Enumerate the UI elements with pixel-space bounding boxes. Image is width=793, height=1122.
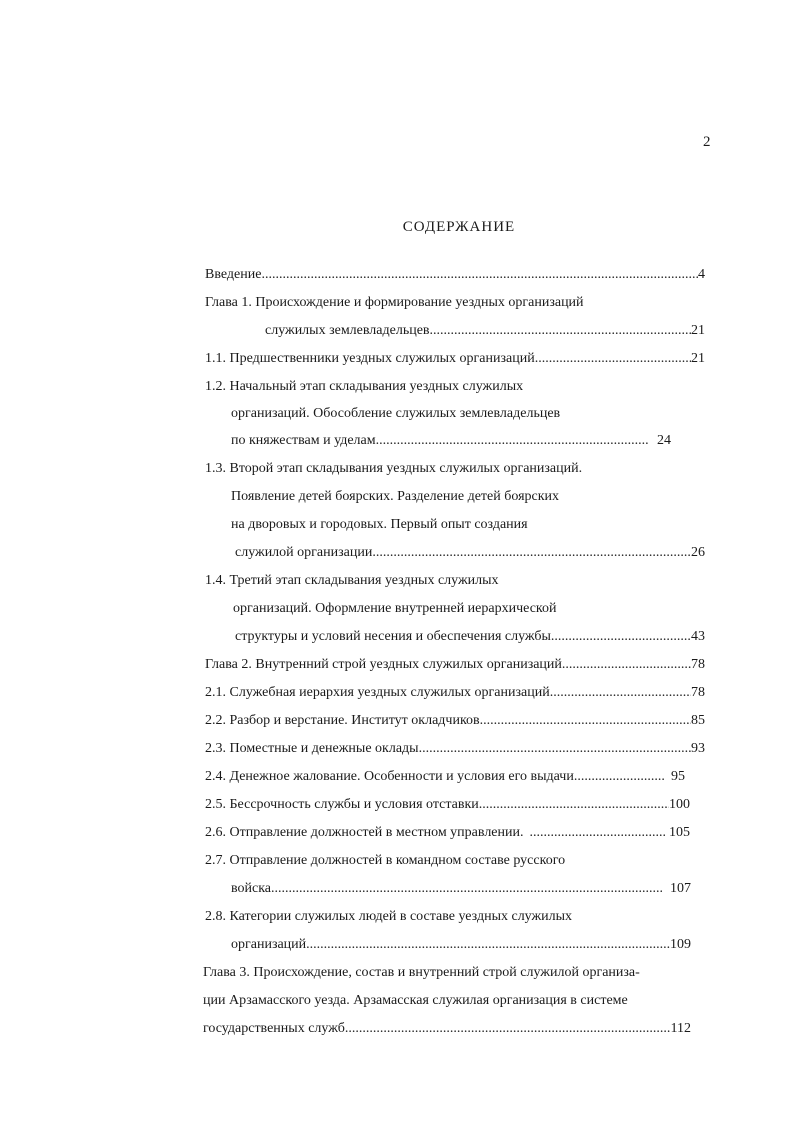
toc-entry-title: Глава 1. Происхождение и формирование уездных организаций: [205, 295, 584, 310]
toc-page-number: 100: [669, 797, 690, 812]
toc-entry-title: 1.4. Третий этап складывания уездных служилых: [205, 573, 499, 588]
dot-leader: [419, 739, 691, 759]
toc-entry-title-continued: ции Арзамасского уезда. Арзамасская служилая организация в системе: [203, 993, 628, 1008]
toc-page-number: 78: [691, 657, 705, 672]
toc-entry-2-7: [205, 851, 705, 899]
toc-entry-title: 2.1. Служебная иерархия уездных служилых организаций: [205, 685, 550, 700]
toc-entry-2-1: [205, 683, 705, 703]
toc-entry-2-5: [205, 795, 705, 815]
toc-page-number: 95: [671, 769, 685, 784]
toc-entry-title: Введение: [205, 267, 262, 282]
toc-page-number: 21: [691, 323, 705, 338]
toc-entry-title-continued: государственных служб: [203, 1021, 345, 1036]
toc-entry-introduction: [205, 265, 705, 285]
dot-leader: [562, 655, 691, 675]
toc-entry-1-2: [205, 377, 705, 451]
toc-page-number: 43: [691, 629, 705, 644]
page-title: СОДЕРЖАНИЕ: [402, 219, 516, 235]
dot-leader: [535, 349, 691, 369]
toc-entry-title: 2.7. Отправление должностей в командном составе русского: [205, 853, 566, 868]
toc-entry-title-continued: войска: [231, 881, 272, 896]
toc-page-number: 107: [670, 881, 691, 896]
toc-entry-title: 2.5. Бессрочность службы и условия отставки: [205, 797, 479, 812]
toc-page-number: 21: [691, 351, 705, 366]
toc-entry-chapter-1: [205, 293, 705, 341]
toc-entry-2-3: [205, 739, 705, 759]
dot-leader: [372, 543, 691, 563]
toc-entry-chapter-2: [205, 655, 705, 675]
toc-entry-title: 2.2. Разбор и верстание. Институт окладчиков: [205, 713, 480, 728]
dot-leader: [550, 683, 691, 703]
toc-page-number: 4: [698, 267, 705, 282]
toc-entry-title-continued: служилой организации: [235, 545, 373, 560]
dot-leader: [480, 711, 691, 731]
toc-entry-title-continued: организаций. Обособление служилых землевладельцев: [231, 406, 561, 421]
page-number: 2: [703, 134, 711, 150]
toc-page-number: 78: [691, 685, 705, 700]
toc-page-number: 24: [657, 433, 671, 448]
table-of-contents: [205, 265, 705, 1039]
dot-leader: [574, 767, 665, 787]
toc-page-number: 85: [691, 713, 705, 728]
toc-entry-title-continued: по княжествам и уделам: [231, 433, 376, 448]
dot-leader: [479, 795, 669, 815]
toc-entry-1-1: [205, 349, 705, 369]
toc-entry-2-2: [205, 711, 705, 731]
toc-entry-title: 2.8. Категории служилых людей в составе уездных служилых: [205, 909, 573, 924]
dot-leader: [261, 265, 698, 285]
toc-page-number: 26: [691, 545, 705, 560]
toc-entry-title-continued: структуры и условий несения и обеспечения службы: [235, 629, 551, 644]
toc-entry-title-continued: организаций: [231, 937, 307, 952]
toc-entry-title: 1.1. Предшественники уездных служилых организаций: [205, 351, 535, 366]
toc-entry-2-4: [205, 767, 705, 787]
toc-entry-title: 2.4. Денежное жалование. Особенности и условия его выдачи: [205, 769, 574, 784]
toc-entry-title: Глава 3. Происхождение, состав и внутренний строй служилой организа-: [203, 965, 640, 980]
toc-entry-chapter-3: [205, 963, 705, 1039]
dot-leader: [551, 627, 691, 647]
toc-entry-1-3: [205, 459, 705, 563]
toc-entry-title: 1.3. Второй этап складывания уездных служилых организаций.: [205, 461, 583, 476]
toc-entry-title: 2.6. Отправление должностей в местном управлении.: [205, 825, 524, 840]
toc-entry-2-6: [205, 823, 705, 843]
toc-page-number: 105: [669, 825, 690, 840]
dot-leader: [376, 431, 649, 451]
toc-entry-title: Глава 2. Внутренний строй уездных служилых организаций: [205, 657, 562, 672]
toc-entry-title-continued: служилых землевладельцев: [265, 323, 430, 338]
toc-page-number: 109: [670, 937, 691, 952]
toc-entry-title: 2.3. Поместные и денежные оклады: [205, 741, 419, 756]
dot-leader: [306, 935, 670, 955]
toc-page-number: 93: [691, 741, 705, 756]
toc-entry-title: 1.2. Начальный этап складывания уездных служилых: [205, 379, 524, 394]
dot-leader: [345, 1019, 671, 1039]
toc-entry-2-8: [205, 907, 705, 955]
toc-entry-title-continued: на дворовых и городовых. Первый опыт создания: [231, 517, 528, 532]
toc-page-number: 112: [670, 1021, 691, 1036]
dot-leader: [271, 879, 662, 899]
toc-entry-title-continued: организаций. Оформление внутренней иерархической: [233, 601, 557, 616]
dot-leader: [430, 321, 691, 341]
toc-entry-title-continued: Появление детей боярских. Разделение детей боярских: [231, 489, 560, 504]
dot-leader: [524, 823, 666, 843]
toc-entry-1-4: [205, 571, 705, 647]
